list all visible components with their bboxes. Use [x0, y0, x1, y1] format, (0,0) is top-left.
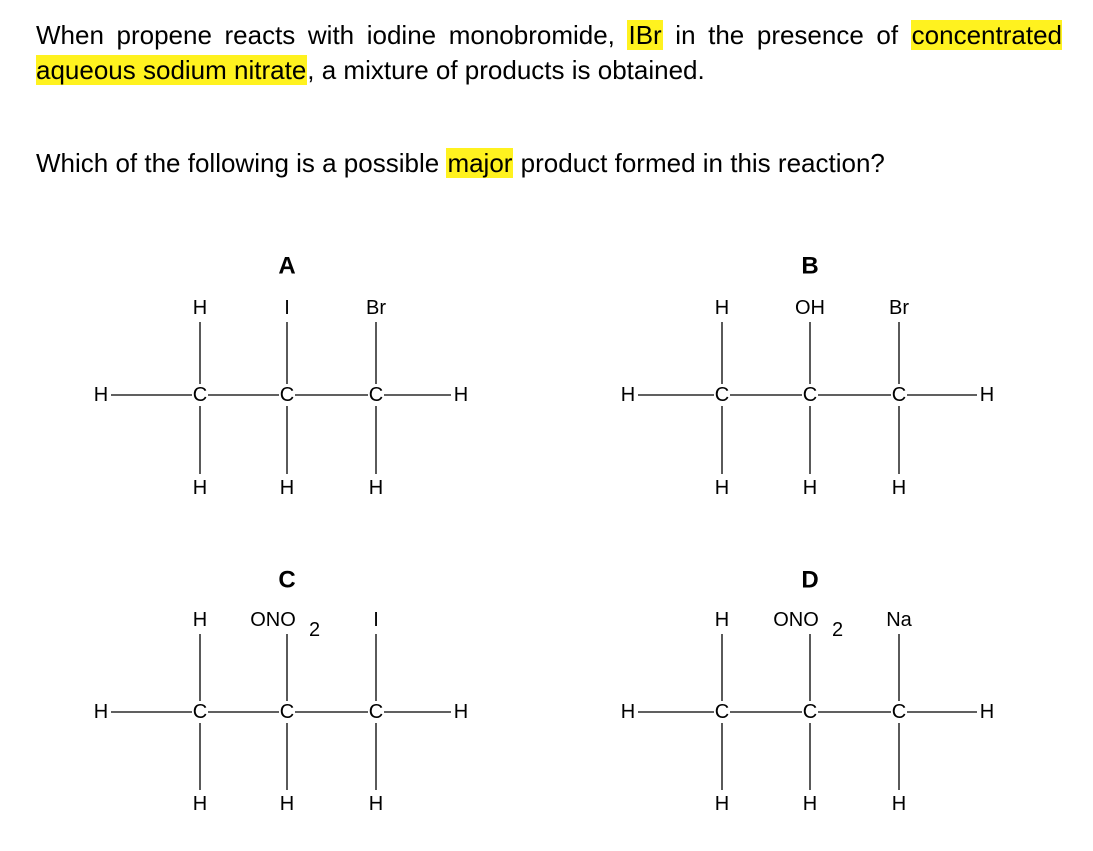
atom-top: H: [714, 609, 730, 631]
atom-h-right: H: [453, 701, 469, 723]
highlighted-text: IBr: [628, 20, 662, 50]
atom-bottom: H: [714, 477, 730, 499]
question-text: When propene reacts with iodine monobromide,: [36, 20, 628, 50]
atom-h-right: H: [453, 384, 469, 406]
atom-bottom: H: [802, 477, 818, 499]
atom-h-right: H: [979, 384, 995, 406]
option-label: B: [801, 252, 819, 280]
option-label: C: [278, 566, 296, 594]
atom-carbon: C: [192, 701, 208, 723]
atom-h-left: H: [93, 701, 109, 723]
atom-subscript: 2: [309, 619, 321, 641]
atom-bottom: H: [368, 793, 384, 815]
atom-bottom: H: [802, 793, 818, 815]
atom-bottom: H: [891, 793, 907, 815]
atom-top: I: [373, 609, 379, 631]
atom-carbon: C: [891, 384, 907, 406]
atom-carbon: C: [802, 701, 818, 723]
atom-carbon: C: [368, 701, 384, 723]
atom-top: H: [192, 297, 208, 319]
atom-carbon: C: [192, 384, 208, 406]
atom-carbon: C: [279, 384, 295, 406]
atom-h-left: H: [93, 384, 109, 406]
atom-carbon: C: [891, 701, 907, 723]
atom-bottom: H: [714, 793, 730, 815]
atom-top: I: [284, 297, 290, 319]
question-text: product formed in this reaction?: [513, 148, 885, 178]
highlighted-text: major: [447, 148, 513, 178]
option-label: D: [801, 566, 819, 594]
atom-bottom: H: [192, 477, 208, 499]
atom-top: Br: [889, 297, 909, 319]
atom-bottom: H: [279, 477, 295, 499]
atom-bottom: H: [279, 793, 295, 815]
atom-top: H: [714, 297, 730, 319]
question-text: , a mixture of products is obtained.: [307, 55, 705, 85]
atom-carbon: C: [279, 701, 295, 723]
atom-h-right: H: [979, 701, 995, 723]
option-label: A: [278, 252, 296, 280]
atom-top: OH: [795, 297, 825, 319]
atom-top: Br: [366, 297, 386, 319]
atom-top: Na: [886, 609, 912, 631]
question-text: Which of the following is a possible: [36, 148, 447, 178]
atom-bottom: H: [192, 793, 208, 815]
atom-bottom: H: [368, 477, 384, 499]
atom-carbon: C: [714, 701, 730, 723]
atom-top: ONO: [773, 609, 819, 631]
highlighted-text: concentrated aqueous sodium nitrate: [36, 20, 1062, 85]
question-text: in the presence of: [662, 20, 911, 50]
atom-carbon: C: [368, 384, 384, 406]
atom-top: ONO: [250, 609, 296, 631]
atom-h-left: H: [620, 701, 636, 723]
atom-carbon: C: [802, 384, 818, 406]
atom-bottom: H: [891, 477, 907, 499]
atom-top: H: [192, 609, 208, 631]
atom-h-left: H: [620, 384, 636, 406]
atom-carbon: C: [714, 384, 730, 406]
atom-subscript: 2: [832, 619, 844, 641]
